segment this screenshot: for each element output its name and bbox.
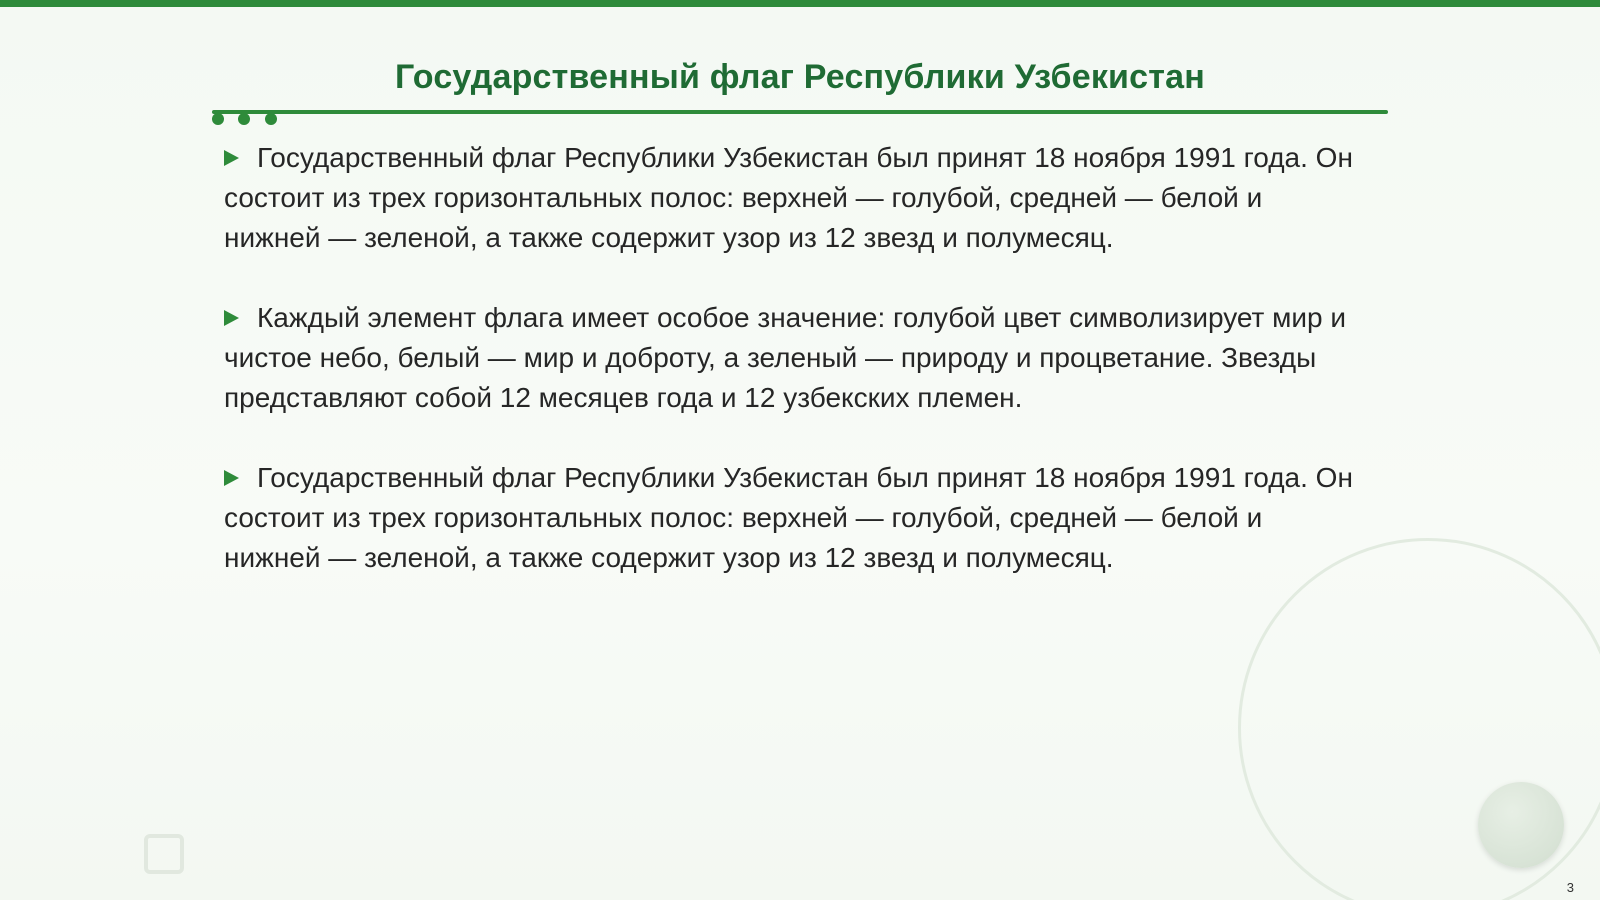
paragraph-text: Государственный флаг Республики Узбекистан был принят 18 ноября 1991 года. Он состоит из трех горизонтальных полос: верхней — голубой, средней — белой и нижней — зеленой, а также содержит узор из 12 звезд и полумесяц. [224,462,1353,573]
bullet-paragraph [224,138,1364,258]
slide-title: Государственный флаг Республики Узбекистан [395,58,1205,96]
triangle-right-icon [224,310,239,326]
top-accent-bar [0,0,1600,7]
slide-content [224,138,1364,618]
bullet-paragraph [224,458,1364,578]
paragraph-text: Государственный флаг Республики Узбекистан был принят 18 ноября 1991 года. Он состоит из трех горизонтальных полос: верхней — голубой, средней — белой и нижней — зеленой, а также содержит узор из 12 звезд и полумесяц. [224,142,1353,253]
bullet-paragraph [224,298,1364,418]
decor-square [144,834,184,874]
decor-circle [1478,782,1564,868]
title-underline [212,110,1388,114]
page-number: 3 [1566,880,1574,895]
decor-dot [265,113,277,125]
paragraph-text: Каждый элемент флага имеет особое значение: голубой цвет символизирует мир и чистое небо, белый — мир и доброту, а зеленый — природу и процветание. Звезды представляют собой 12 месяцев года и 12 узбекских племен. [224,302,1347,413]
decor-dot [212,113,224,125]
triangle-right-icon [224,470,239,486]
decor-dot [238,113,250,125]
triangle-right-icon [224,150,239,166]
